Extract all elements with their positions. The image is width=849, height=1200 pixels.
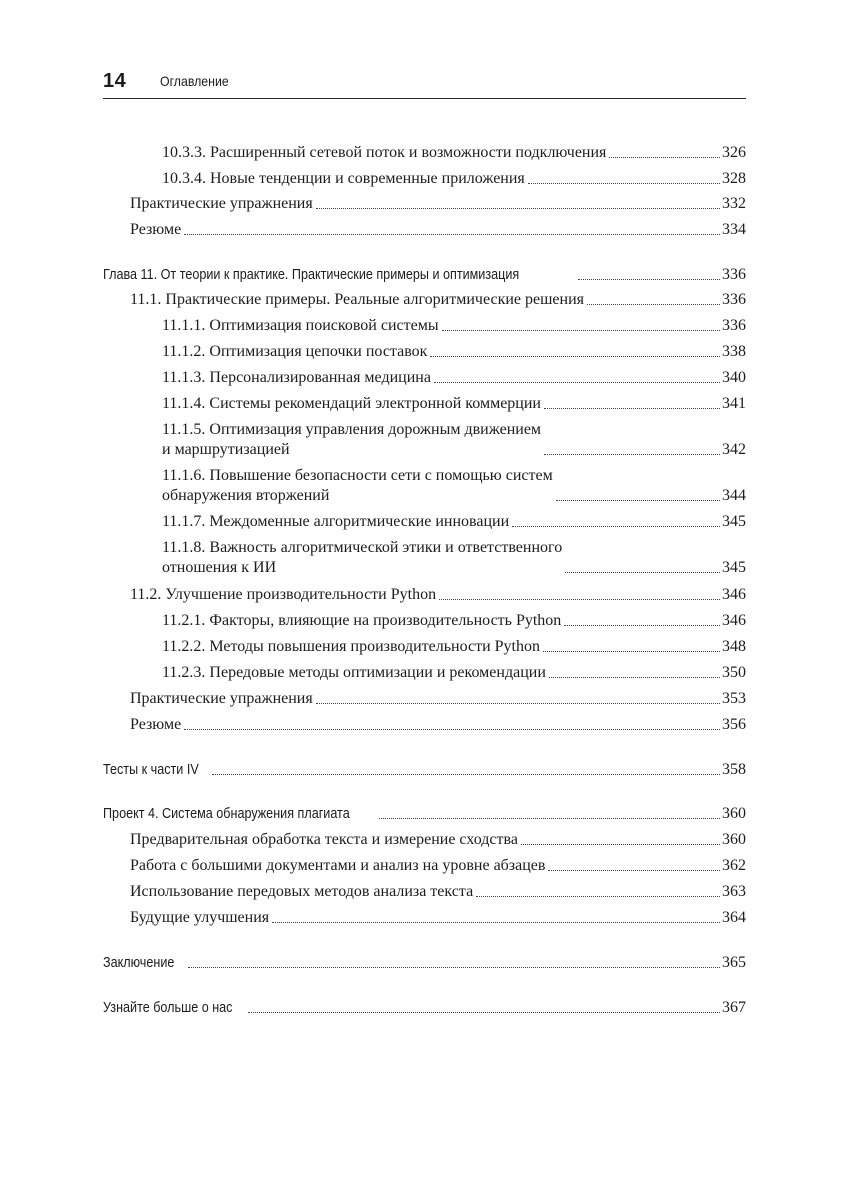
toc-entry-page: 336 (722, 317, 746, 334)
toc-entry-title: 10.3.3. Расширенный сетевой поток и возможности подключения (162, 144, 607, 161)
dot-leader (476, 896, 720, 897)
toc-entry[interactable] (162, 394, 746, 414)
toc-entry-page: 336 (722, 291, 746, 308)
dot-leader (609, 157, 720, 158)
toc-entry[interactable] (130, 194, 746, 214)
running-title: Оглавление (160, 73, 229, 89)
dot-leader (544, 454, 720, 455)
dot-leader (528, 183, 720, 184)
toc-entry-title: Будущие улучшения (130, 909, 270, 926)
toc-entry-page: 350 (722, 664, 746, 681)
toc-entry-page: 367 (722, 999, 746, 1016)
toc-entry-page: 340 (722, 369, 746, 386)
toc-entry[interactable] (130, 856, 746, 876)
toc-entry-title: 11.1. Практические примеры. Реальные алгоритмические решения (130, 291, 585, 308)
toc-entry-title: 11.2.2. Методы повышения производительности Python (162, 638, 540, 655)
toc-entry-title: Практические упражнения (130, 690, 313, 707)
toc-entry-page: 328 (722, 170, 746, 187)
toc-about-entry[interactable] (103, 998, 746, 1018)
toc-entry-page: 360 (722, 805, 746, 822)
toc-entry-title-line: 11.1.8. Важность алгоритмической этики и ответственного (162, 539, 563, 556)
toc-entry-page: 334 (722, 221, 746, 238)
dot-leader (430, 356, 720, 357)
toc-entry-page: 345 (722, 559, 746, 576)
toc-entry-title: Использование передовых методов анализа текста (130, 883, 474, 900)
toc-entry[interactable] (162, 143, 746, 163)
dot-leader (548, 870, 720, 871)
toc-entry-title: Работа с большими документами и анализ на уровне абзацев (130, 857, 546, 874)
dot-leader (556, 500, 720, 501)
toc-entry-title-line: 11.1.5. Оптимизация управления дорожным движением (162, 421, 542, 438)
toc-entry-page: 342 (722, 441, 746, 458)
toc-entry-title-line: обнаружения вторжений (162, 487, 330, 504)
toc-entry-title: 11.1.2. Оптимизация цепочки поставок (162, 343, 428, 360)
dot-leader (248, 1012, 720, 1013)
toc-entry[interactable] (130, 689, 746, 709)
toc-entry-title: Глава 11. От теории к практике. Практические примеры и оптимизация (103, 266, 520, 283)
toc-entry-title (162, 538, 562, 578)
dot-leader (316, 208, 720, 209)
toc-entry-title: Практические упражнения (130, 195, 313, 212)
dot-leader (188, 967, 720, 968)
toc-entry-title-line: отношения к ИИ (162, 559, 277, 576)
toc-entry-title-line: 11.1.6. Повышение безопасности сети с помощью систем (162, 467, 553, 484)
dot-leader (442, 330, 720, 331)
toc-entry[interactable] (130, 830, 746, 850)
dot-leader (184, 729, 720, 730)
toc-entry-title: 11.1.1. Оптимизация поисковой системы (162, 317, 439, 334)
running-header (103, 70, 746, 99)
toc-entry[interactable] (162, 420, 746, 460)
toc-entry-page: 353 (722, 690, 746, 707)
toc-entry-page: 356 (722, 716, 746, 733)
dot-leader (512, 526, 720, 527)
dot-leader (565, 572, 720, 573)
toc-part-entry[interactable] (103, 760, 746, 780)
toc-entry-page: 358 (722, 761, 746, 778)
dot-leader (434, 382, 720, 383)
toc-chapter-entry[interactable] (103, 265, 746, 285)
dot-leader (379, 818, 720, 819)
dot-leader (212, 774, 720, 775)
toc-entry-page: 345 (722, 513, 746, 530)
dot-leader (578, 279, 720, 280)
toc-entry[interactable] (162, 611, 746, 631)
toc-entry-page: 336 (722, 266, 746, 283)
toc-entry-title: Заключение (103, 954, 175, 971)
toc-entry[interactable] (130, 220, 746, 240)
toc-entry-title (162, 466, 553, 506)
toc-entry[interactable] (130, 908, 746, 928)
dot-leader (564, 625, 720, 626)
toc-entry-title: 11.2. Улучшение производительности Python (130, 586, 437, 603)
toc-entry[interactable] (130, 585, 746, 605)
dot-leader (587, 304, 720, 305)
toc-entry-page: 348 (722, 638, 746, 655)
toc-entry[interactable] (162, 169, 746, 189)
toc-entry[interactable] (130, 882, 746, 902)
toc-entry[interactable] (162, 466, 746, 506)
toc-entry[interactable] (130, 715, 746, 735)
toc-entry-title: 11.1.7. Междоменные алгоритмические инновации (162, 513, 510, 530)
toc-entry-page: 338 (722, 343, 746, 360)
toc-entry-title: 11.2.1. Факторы, влияющие на производительность Python (162, 612, 562, 629)
toc-project-entry[interactable] (103, 804, 746, 824)
toc-entry-page: 346 (722, 612, 746, 629)
toc-entry-page: 360 (722, 831, 746, 848)
toc-entry-title: Резюме (130, 221, 182, 238)
toc-entry[interactable] (162, 512, 746, 532)
dot-leader (521, 844, 720, 845)
toc-entry-title: Резюме (130, 716, 182, 733)
page-number: 14 (103, 70, 127, 92)
toc-entry-page: 332 (722, 195, 746, 212)
toc-entry-title: Проект 4. Система обнаружения плагиата (103, 805, 350, 822)
toc-conclusion-entry[interactable] (103, 953, 746, 973)
toc-entry-page: 365 (722, 954, 746, 971)
toc-entry-page: 364 (722, 909, 746, 926)
toc-entry-title: 10.3.4. Новые тенденции и современные приложения (162, 170, 525, 187)
toc-entry-title: 11.1.3. Персонализированная медицина (162, 369, 431, 386)
toc-entry[interactable] (162, 663, 746, 683)
toc-entry[interactable] (162, 538, 746, 578)
toc-entry-page: 344 (722, 487, 746, 504)
toc-entry-page: 341 (722, 395, 746, 412)
toc-entry-page: 363 (722, 883, 746, 900)
dot-leader (543, 651, 720, 652)
toc-entry-page: 362 (722, 857, 746, 874)
toc-entry[interactable] (162, 368, 746, 388)
dot-leader (272, 922, 720, 923)
toc-entry[interactable] (130, 290, 746, 310)
dot-leader (316, 703, 720, 704)
dot-leader (439, 599, 720, 600)
toc-entry-title-line: и маршрутизацией (162, 441, 290, 458)
dot-leader (549, 677, 720, 678)
toc-entry[interactable] (162, 637, 746, 657)
toc-entry-title: 11.2.3. Передовые методы оптимизации и рекомендации (162, 664, 546, 681)
toc-entry[interactable] (162, 316, 746, 336)
dot-leader (184, 234, 720, 235)
dot-leader (544, 408, 720, 409)
toc-entry[interactable] (162, 342, 746, 362)
toc-entry-title: Предварительная обработка текста и измерение сходства (130, 831, 518, 848)
toc-entry-title: Тесты к части IV (103, 761, 199, 778)
toc-entry-title (162, 420, 541, 460)
toc-entry-page: 326 (722, 144, 746, 161)
toc-entry-page: 346 (722, 586, 746, 603)
toc-entry-title: 11.1.4. Системы рекомендаций электронной коммерции (162, 395, 541, 412)
toc-entry-title: Узнайте больше о нас (103, 999, 233, 1016)
